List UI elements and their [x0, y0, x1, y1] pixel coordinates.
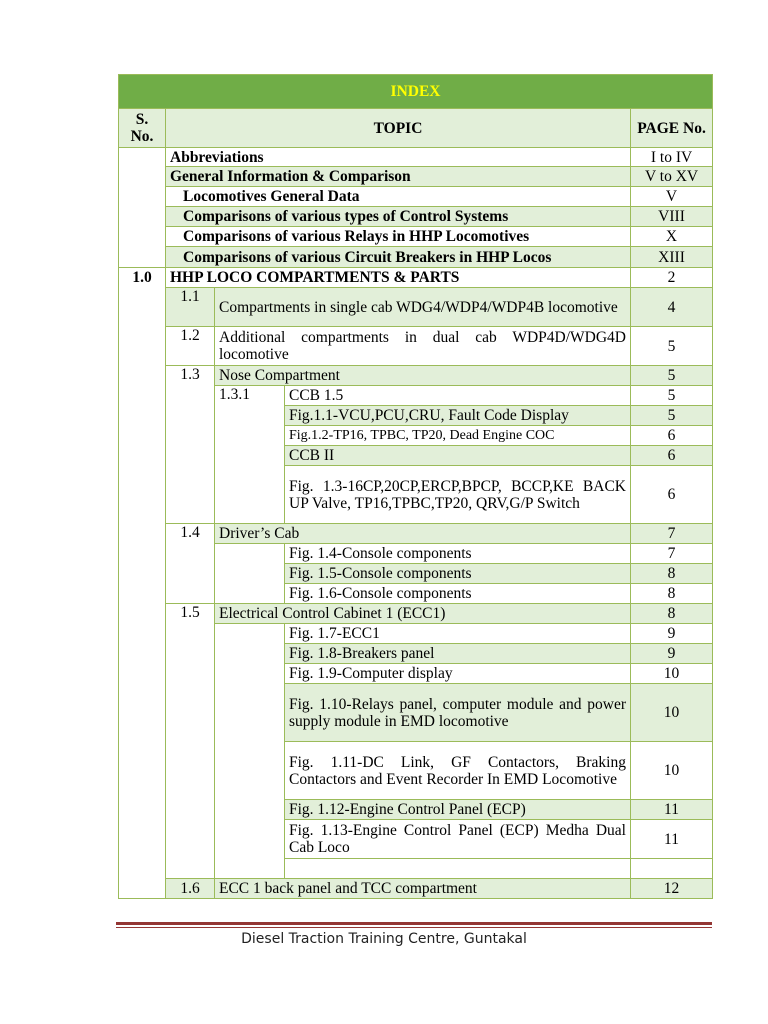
topic-cell: Fig. 1.11-DC Link, GF Contactors, Braking Contactors and Event Recorder In EMD Locomotive [285, 742, 631, 800]
header-page: PAGE No. [631, 109, 713, 148]
table-row [119, 227, 713, 247]
table-row [119, 268, 713, 288]
index-table [118, 74, 713, 899]
page-cell: 6 [631, 466, 713, 524]
blank-cell [215, 624, 285, 879]
page-cell: 7 [631, 544, 713, 564]
page-cell: 11 [631, 820, 713, 859]
page-cell: V to XV [631, 167, 713, 187]
sub-sno-cell: 1.6 [166, 879, 215, 899]
topic-cell: Fig. 1.13-Engine Control Panel (ECP) Medha Dual Cab Loco [285, 820, 631, 859]
topic-cell: Fig. 1.8-Breakers panel [285, 644, 631, 664]
topic-cell: Fig. 1.6-Console components [285, 584, 631, 604]
table-row [119, 207, 713, 227]
table-row [119, 879, 713, 899]
page-cell: 11 [631, 800, 713, 820]
footer-text: Diesel Traction Training Centre, Guntakal [241, 931, 527, 947]
page-cell: V [631, 187, 713, 207]
table-row [119, 366, 713, 386]
topic-cell: Comparisons of various Relays in HHP Locomotives [166, 227, 631, 247]
page-cell: 6 [631, 426, 713, 446]
topic-cell: CCB II [285, 446, 631, 466]
topic-cell: Additional compartments in dual cab WDP4D/WDG4D locomotive [215, 327, 631, 366]
sub-sno-cell: 1.4 [166, 524, 215, 604]
topic-cell: Fig. 1.9-Computer display [285, 664, 631, 684]
page-cell: 12 [631, 879, 713, 899]
page-cell: 8 [631, 584, 713, 604]
index-title: INDEX [119, 75, 713, 109]
topic-cell: Comparisons of various types of Control Systems [166, 207, 631, 227]
blank-cell [631, 859, 713, 879]
topic-cell: Comparisons of various Circuit Breakers in HHP Locos [166, 247, 631, 268]
page-cell: 9 [631, 644, 713, 664]
topic-cell: General Information & Comparison [166, 167, 631, 187]
page-cell: 8 [631, 604, 713, 624]
footer-rule-thin [116, 927, 712, 928]
page-cell: XIII [631, 247, 713, 268]
table-row [119, 148, 713, 167]
table-row [119, 187, 713, 207]
page-cell: I to IV [631, 148, 713, 167]
page-cell: 5 [631, 386, 713, 406]
table-row [119, 327, 713, 366]
page-cell: 10 [631, 742, 713, 800]
header-sno: S. No. [119, 109, 166, 148]
page-cell: 5 [631, 406, 713, 426]
topic-cell: Fig. 1.10-Relays panel, computer module and power supply module in EMD locomotive [285, 684, 631, 742]
topic-cell: Fig. 1.7-ECC1 [285, 624, 631, 644]
topic-cell: Abbreviations [166, 148, 631, 167]
topic-cell: Fig. 1.4-Console components [285, 544, 631, 564]
page-cell: 4 [631, 288, 713, 327]
sub-sno-cell: 1.3 [166, 366, 215, 524]
table-row [119, 288, 713, 327]
sub-sno-cell: 1.2 [166, 327, 215, 366]
page-cell: VIII [631, 207, 713, 227]
header-topic: TOPIC [166, 109, 631, 148]
page-cell: 10 [631, 664, 713, 684]
page-cell: 5 [631, 366, 713, 386]
topic-cell: Locomotives General Data [166, 187, 631, 207]
topic-cell: CCB 1.5 [285, 386, 631, 406]
topic-cell: Fig. 1.3-16CP,20CP,ERCP,BPCP, BCCP,KE BACK UP Valve, TP16,TPBC,TP20, QRV,G/P Switch [285, 466, 631, 524]
topic-cell: Fig.1.1-VCU,PCU,CRU, Fault Code Display [285, 406, 631, 426]
topic-cell: Fig. 1.5-Console components [285, 564, 631, 584]
table-row [119, 604, 713, 624]
sno-cell-empty [119, 148, 166, 268]
topic-cell: HHP LOCO COMPARTMENTS & PARTS [166, 268, 631, 288]
page-cell: 8 [631, 564, 713, 584]
footer-rule [116, 922, 712, 925]
page-cell: 7 [631, 524, 713, 544]
topic-cell: ECC 1 back panel and TCC compartment [215, 879, 631, 899]
topic-cell: Driver’s Cab [215, 524, 631, 544]
topic-cell: Electrical Control Cabinet 1 (ECC1) [215, 604, 631, 624]
topic-cell: Fig.1.2-TP16, TPBC, TP20, Dead Engine COC [285, 426, 631, 446]
header-row [119, 109, 713, 148]
blank-cell [285, 859, 631, 879]
table-row [119, 167, 713, 187]
subsub-sno-cell: 1.3.1 [215, 386, 285, 524]
blank-cell [215, 544, 285, 604]
topic-cell: Nose Compartment [215, 366, 631, 386]
sub-sno-cell: 1.5 [166, 604, 215, 879]
page-cell: 9 [631, 624, 713, 644]
page-cell: 10 [631, 684, 713, 742]
topic-cell: Compartments in single cab WDG4/WDP4/WDP4B locomotive [215, 288, 631, 327]
page-cell: 5 [631, 327, 713, 366]
page-cell: X [631, 227, 713, 247]
topic-cell: Fig. 1.12-Engine Control Panel (ECP) [285, 800, 631, 820]
sno-cell: 1.0 [119, 268, 166, 899]
sub-sno-cell: 1.1 [166, 288, 215, 327]
page-cell: 2 [631, 268, 713, 288]
table-row [119, 247, 713, 268]
page-cell: 6 [631, 446, 713, 466]
table-row [119, 524, 713, 544]
index-title-row [119, 75, 713, 109]
